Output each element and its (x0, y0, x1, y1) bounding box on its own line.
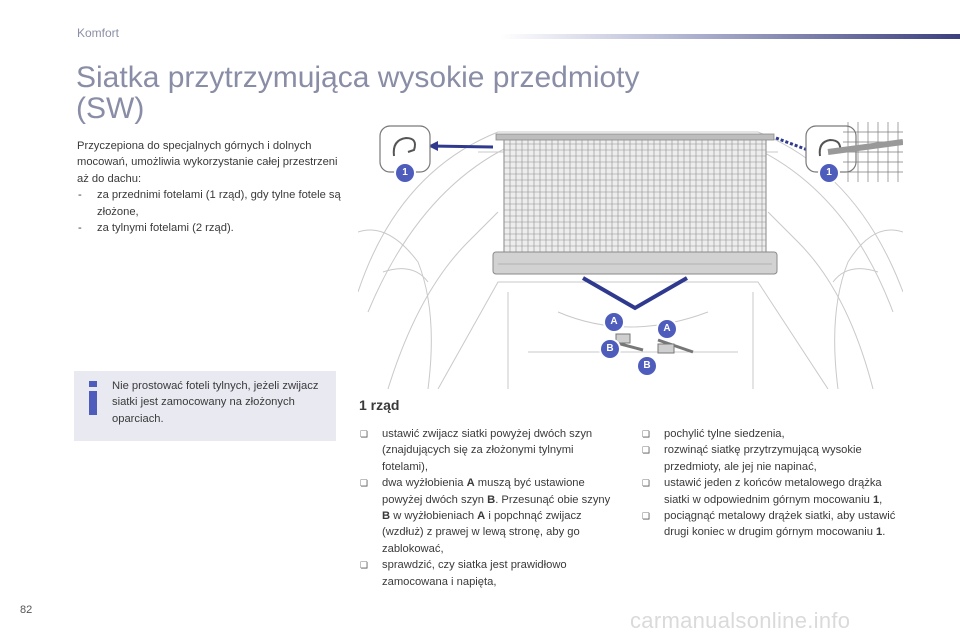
car-boot-net-drawing (358, 112, 903, 389)
info-box (74, 371, 336, 441)
instruction-item (359, 475, 621, 557)
instruction-text: i popchnąć zwijacz (wzdłuż) z prawej w lewą stronę, aby go zablokować, (382, 510, 582, 555)
instruction-text: sprawdzić, czy siatka jest prawidłowo zamocowana i napięta, (382, 559, 567, 588)
instruction-text: muszą być ustawione powyżej dwóch szyn (382, 477, 585, 506)
callout-b-left: B (601, 340, 619, 358)
intro-text: Przyczepiona do specjalnych górnych i dolnych mocowań, umożliwia wykorzystanie całej przestrzeni aż do dachu: (77, 140, 338, 185)
instruction-text: ustawić zwijacz siatki powyżej dwóch szyn (znajdujących się za złożonymi tylnymi fotelami), (382, 428, 593, 473)
instruction-text: rozwinąć siatkę przytrzymującą wysokie przedmioty, ale jej nie napinać, (664, 444, 862, 473)
info-icon (86, 381, 100, 415)
page-number: 82 (20, 604, 33, 616)
instructions-left-column (359, 426, 621, 590)
callout-a-left: A (605, 313, 623, 331)
instruction-item (641, 426, 903, 442)
instruction-text: ustawić jeden z końców metalowego drążka siatki w odpowiednim górnym mocowaniu (664, 477, 882, 506)
instruction-text: , (879, 493, 883, 506)
info-text: Nie prostować foteli tylnych, jeżeli zwijacz siatki jest zamocowany na złożonych oparciach. (112, 380, 319, 425)
section-label: Komfort (77, 26, 120, 40)
emphasis-text: 1 (876, 526, 883, 539)
emphasis-text: A (466, 477, 475, 490)
intro-list (77, 187, 347, 236)
emphasis-text: B (382, 510, 391, 523)
instruction-text: w wyżłobieniach (390, 510, 478, 523)
page-title: Siatka przytrzymująca wysokie przedmioty (SW) (76, 61, 640, 125)
checkbox-bullet-icon: ❏ (642, 478, 651, 489)
checkbox-bullet-icon: ❏ (642, 511, 651, 522)
instruction-text: . Przesunąć obie szyny (495, 493, 611, 506)
callout-b-right: B (638, 357, 656, 375)
instructions-right-column (641, 426, 903, 541)
checkbox-bullet-icon: ❏ (360, 478, 369, 489)
instruction-text: dwa wyżłobienia (382, 477, 467, 490)
callout-1-right: 1 (820, 164, 838, 182)
checkbox-bullet-icon: ❏ (642, 445, 651, 456)
emphasis-text: A (477, 510, 486, 523)
illustration (358, 112, 903, 389)
emphasis-text: B (487, 493, 496, 506)
instructions-right-list (641, 426, 903, 541)
instruction-item (641, 442, 903, 475)
instruction-item (359, 557, 621, 590)
instruction-item (641, 475, 903, 508)
header-bar (500, 34, 960, 39)
intro-block (77, 138, 347, 236)
instruction-text: . (882, 526, 886, 539)
instruction-item (359, 426, 621, 475)
checkbox-bullet-icon: ❏ (642, 429, 651, 439)
watermark: carmanualsonline.info (630, 608, 851, 633)
intro-list-item: - za przednimi fotelami (1 rząd), gdy tylne fotele są złożone, (77, 187, 347, 220)
emphasis-text: 1 (872, 493, 880, 506)
checkbox-bullet-icon: ❏ (360, 429, 369, 439)
instruction-item (641, 508, 903, 541)
instruction-text: pochylić tylne siedzenia, (664, 428, 785, 440)
callout-1-left: 1 (396, 164, 414, 182)
callout-a-right: A (658, 320, 676, 338)
intro-list-item: - za tylnymi fotelami (2 rząd). (77, 220, 347, 236)
instruction-text: pociągnąć metalowy drążek siatki, aby ustawić drugi koniec w drugim górnym mocowaniu (664, 510, 896, 539)
instructions-left-list (359, 426, 621, 590)
checkbox-bullet-icon: ❏ (360, 560, 369, 571)
section-heading: 1 rząd (359, 397, 400, 413)
